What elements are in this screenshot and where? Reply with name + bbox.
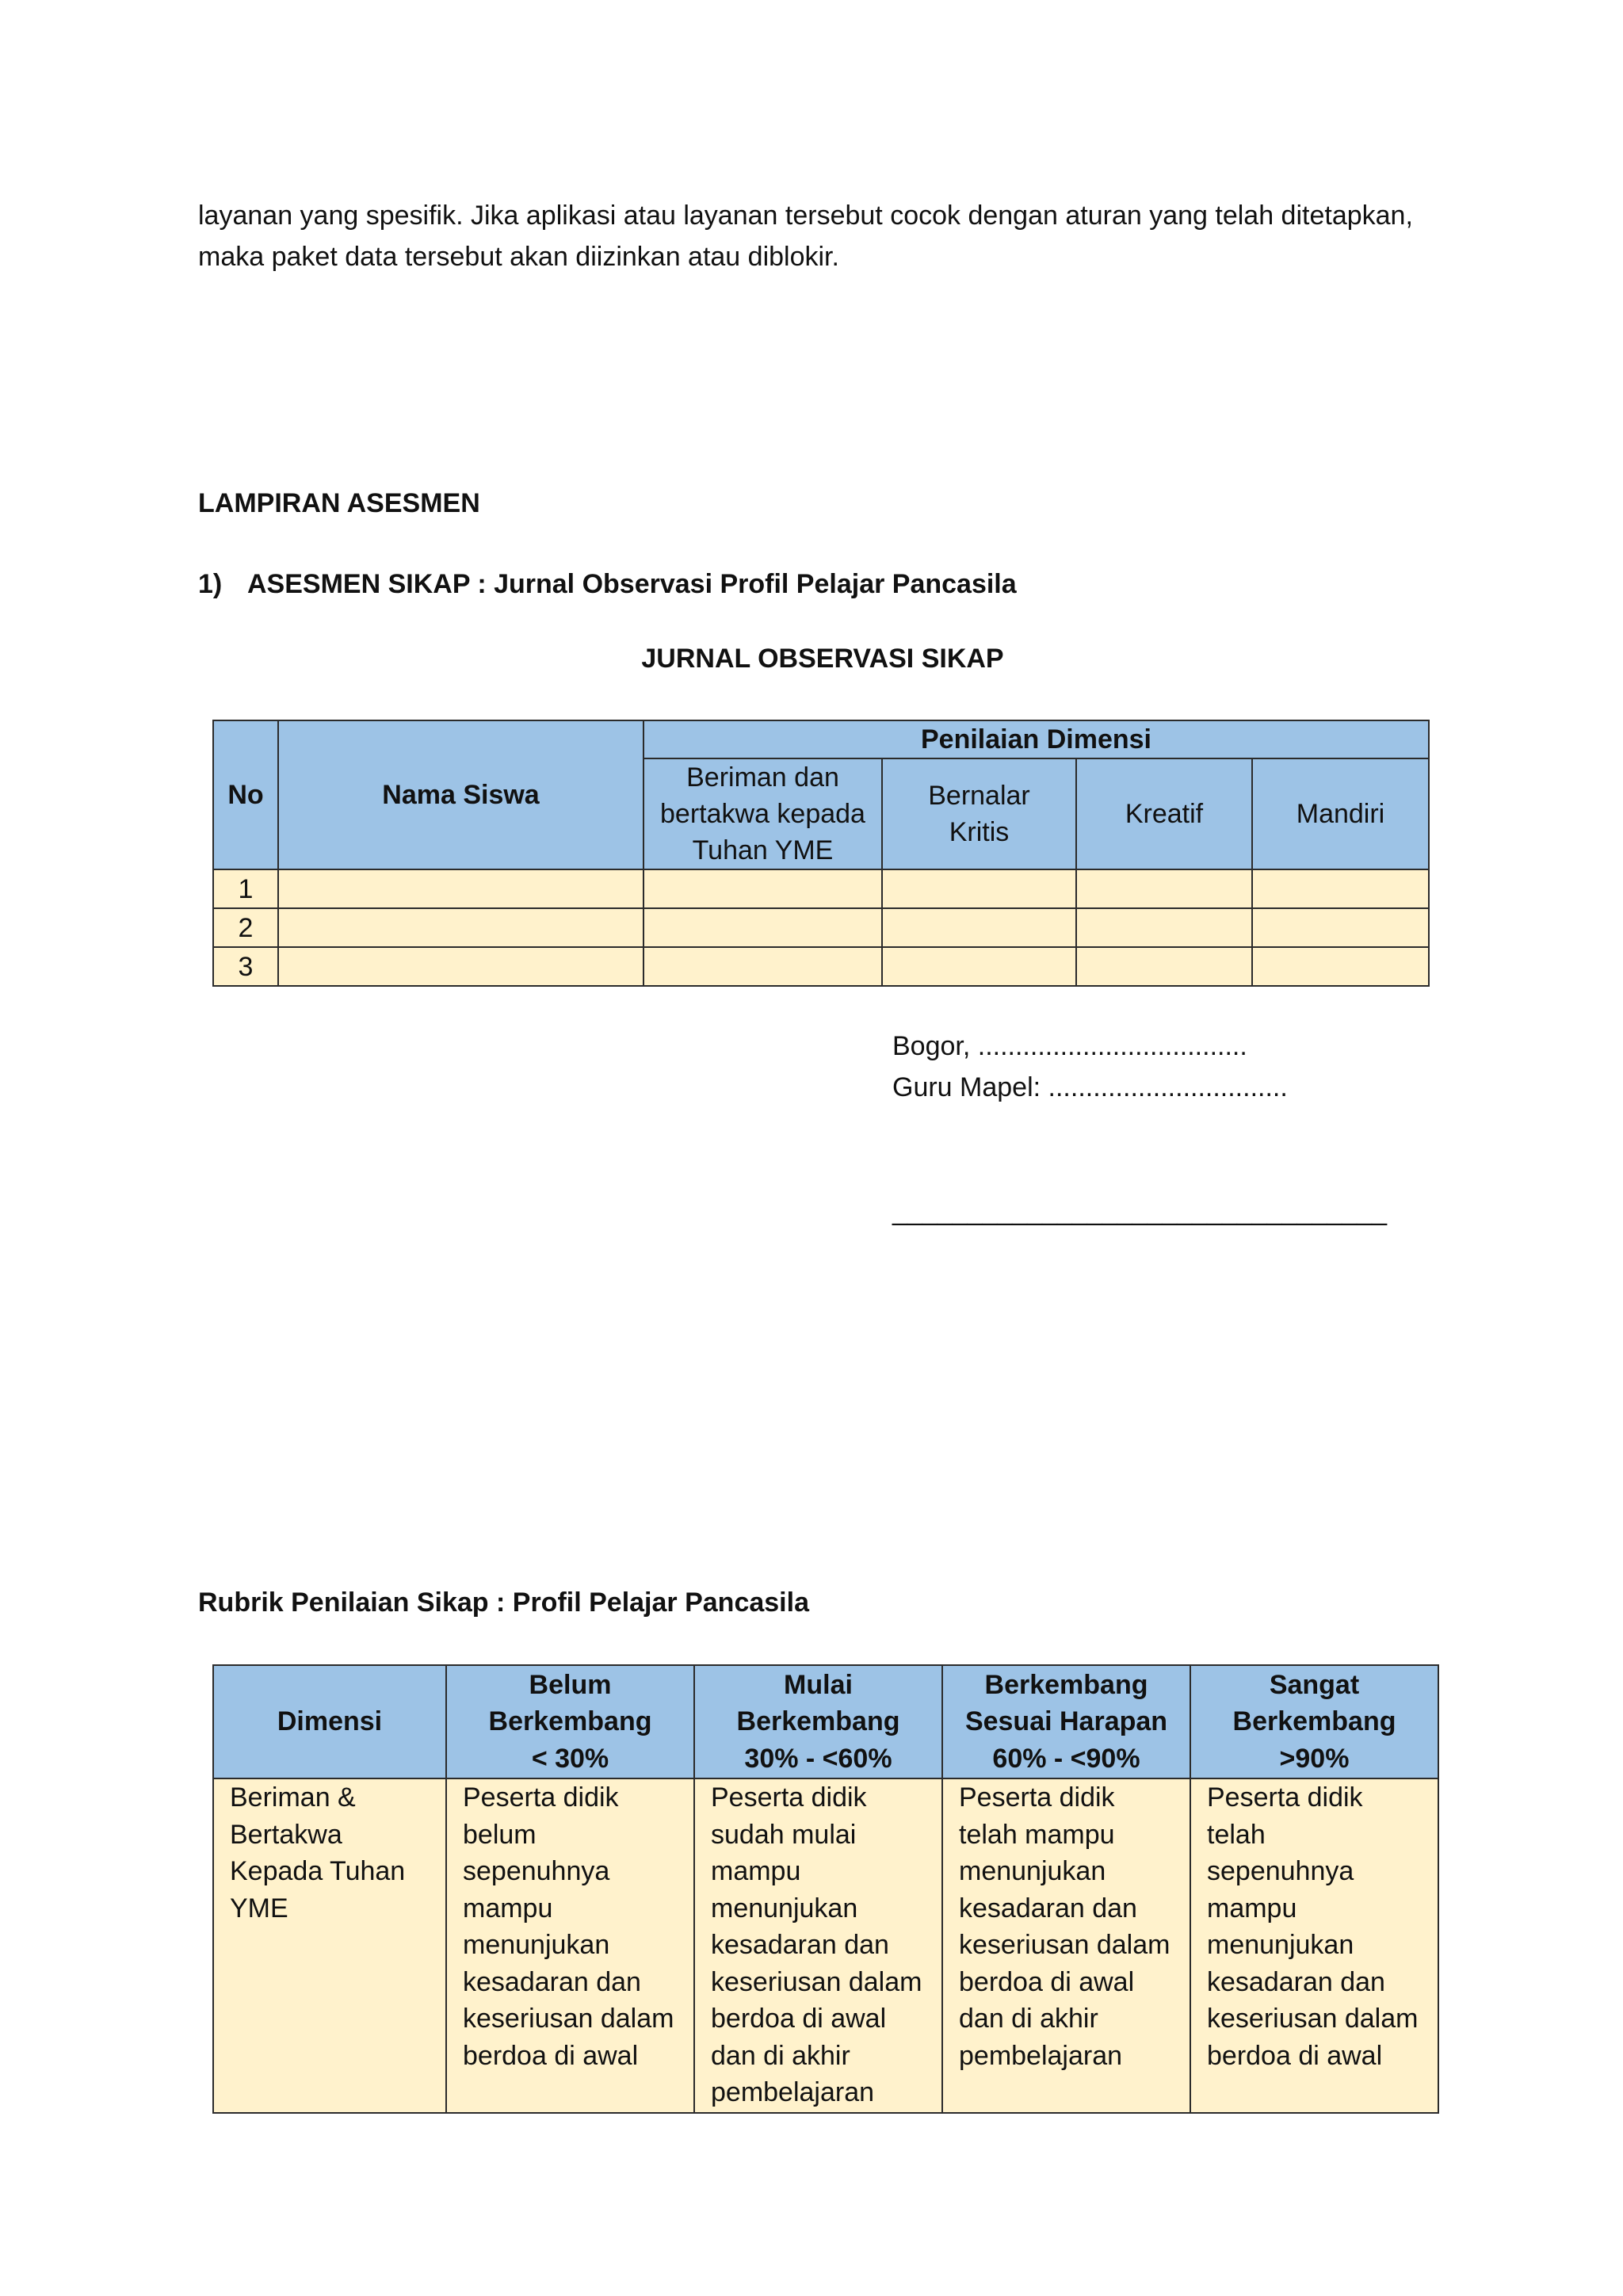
intro-line-2: maka paket data tersebut akan diizinkan atau diblokir.: [198, 242, 839, 272]
cell-text-line: Bertakwa: [230, 1819, 342, 1850]
signature-guru-mapel: Guru Mapel: ................................: [892, 1072, 1288, 1102]
cell-text-line: Peserta didik: [1207, 1782, 1363, 1813]
cell-text-line: telah mampu: [959, 1819, 1115, 1850]
header-dimension-mandiri: Mandiri: [1252, 758, 1429, 869]
table-row: [213, 908, 1429, 947]
header-level-4-line-2: Berkembang: [1232, 1706, 1396, 1737]
cell-text-line: telah: [1207, 1819, 1266, 1850]
header-dimension-beriman: [643, 758, 882, 869]
table-row: [213, 947, 1429, 986]
table-row: [213, 1778, 1438, 2113]
section-1-number: 1): [198, 569, 223, 599]
cell-text-line: berdoa di awal: [959, 1966, 1135, 1997]
cell-text-line: Peserta didik: [711, 1782, 867, 1813]
header-dimension-kreatif: Kreatif: [1076, 758, 1252, 869]
cell-mandiri[interactable]: [1252, 947, 1429, 986]
cell-sangat-berkembang: [1190, 1778, 1438, 2113]
row-number: 1: [213, 869, 278, 908]
cell-beriman[interactable]: [643, 947, 882, 986]
header-penilaian-dimensi: Penilaian Dimensi: [643, 720, 1429, 758]
header-belum-berkembang: [446, 1665, 694, 1778]
cell-text-line: dan di akhir: [711, 2040, 850, 2071]
cell-bernalar-kritis[interactable]: [882, 947, 1076, 986]
cell-bernalar-kritis[interactable]: [882, 908, 1076, 947]
cell-text-line: Peserta didik: [463, 1782, 619, 1813]
cell-text-line: menunjukan: [711, 1893, 858, 1924]
signature-place-date: Bogor, ....................................: [892, 1031, 1247, 1061]
header-level-1-line-2: Berkembang: [488, 1706, 652, 1737]
cell-text-line: dan di akhir: [959, 2004, 1098, 2034]
cell-text-line: keseriusan dalam: [959, 1930, 1170, 1960]
header-no: No: [213, 720, 278, 869]
header-berkembang-sesuai-harapan: [942, 1665, 1190, 1778]
cell-mandiri[interactable]: [1252, 908, 1429, 947]
cell-text-line: menunjukan: [959, 1856, 1106, 1886]
header-sangat-berkembang: [1190, 1665, 1438, 1778]
cell-text-line: pembelajaran: [959, 2040, 1123, 2071]
cell-kreatif[interactable]: [1076, 869, 1252, 908]
cell-kreatif[interactable]: [1076, 908, 1252, 947]
cell-nama-siswa[interactable]: [278, 908, 643, 947]
cell-text-line: sudah mulai: [711, 1819, 857, 1850]
cell-text-line: berdoa di awal: [711, 2004, 887, 2034]
header-level-2-line-1: Mulai: [784, 1669, 853, 1700]
cell-text-line: YME: [230, 1893, 288, 1924]
header-level-1-line-3: < 30%: [531, 1743, 609, 1774]
cell-mandiri[interactable]: [1252, 869, 1429, 908]
header-level-2-line-2: Berkembang: [736, 1706, 900, 1737]
cell-text-line: kesadaran dan: [1207, 1966, 1385, 1997]
header-mulai-berkembang: [694, 1665, 942, 1778]
heading-lampiran-asesmen: LAMPIRAN ASESMEN: [198, 488, 480, 518]
cell-berkembang-sesuai-harapan: [942, 1778, 1190, 2113]
cell-dimensi-beriman-bertakwa: [213, 1778, 446, 2113]
header-level-4-line-1: Sangat: [1269, 1669, 1360, 1700]
header-level-3-line-3: 60% - <90%: [992, 1743, 1140, 1774]
table-row: [213, 869, 1429, 908]
cell-text-line: mampu: [463, 1893, 553, 1924]
cell-nama-siswa[interactable]: [278, 869, 643, 908]
header-dimension-beriman-line-3: Tuhan YME: [692, 835, 834, 865]
cell-text-line: Kepada Tuhan: [230, 1856, 406, 1886]
cell-bernalar-kritis[interactable]: [882, 869, 1076, 908]
journal-title: JURNAL OBSERVASI SIKAP: [641, 644, 1004, 674]
header-level-1-line-1: Belum: [529, 1669, 612, 1700]
cell-text-line: kesadaran dan: [463, 1966, 641, 1997]
cell-text-line: mampu: [711, 1856, 801, 1886]
cell-belum-berkembang: [446, 1778, 694, 2113]
cell-text-line: mampu: [1207, 1893, 1297, 1924]
cell-text-line: sepenuhnya: [463, 1856, 610, 1886]
cell-text-line: berdoa di awal: [1207, 2040, 1383, 2071]
cell-text-line: keseriusan dalam: [1207, 2004, 1419, 2034]
header-level-4-line-3: >90%: [1279, 1743, 1350, 1774]
cell-text-line: sepenuhnya: [1207, 1856, 1354, 1886]
row-number: 2: [213, 908, 278, 947]
section-1-title: ASESMEN SIKAP : Jurnal Observasi Profil Pelajar Pancasila: [247, 569, 1017, 599]
header-dimension-beriman-line-1: Beriman dan: [686, 762, 839, 793]
cell-text-line: keseriusan dalam: [711, 1966, 922, 1997]
observation-table: [212, 720, 1430, 987]
cell-beriman[interactable]: [643, 908, 882, 947]
cell-kreatif[interactable]: [1076, 947, 1252, 986]
rubric-heading: Rubrik Penilaian Sikap : Profil Pelajar Pancasila: [198, 1587, 809, 1618]
intro-line-1: layanan yang spesifik. Jika aplikasi atau layanan tersebut cocok dengan aturan yang telah ditetapkan,: [198, 201, 1413, 231]
rubric-table: [212, 1664, 1439, 2114]
cell-text-line: menunjukan: [1207, 1930, 1354, 1960]
header-dimension-bernalar-line-2: Kritis: [949, 817, 1010, 847]
header-nama-siswa: Nama Siswa: [278, 720, 643, 869]
cell-beriman[interactable]: [643, 869, 882, 908]
header-dimension-bernalar-kritis: [882, 758, 1076, 869]
cell-text-line: keseriusan dalam: [463, 2004, 674, 2034]
cell-text-line: berdoa di awal: [463, 2040, 639, 2071]
header-dimensi: Dimensi: [213, 1665, 446, 1778]
cell-text-line: Peserta didik: [959, 1782, 1115, 1813]
header-dimension-bernalar-line-1: Bernalar: [928, 781, 1030, 811]
cell-text-line: kesadaran dan: [711, 1930, 889, 1960]
cell-text-line: kesadaran dan: [959, 1893, 1137, 1924]
header-level-3-line-1: Berkembang: [984, 1669, 1148, 1700]
header-level-3-line-2: Sesuai Harapan: [964, 1706, 1168, 1737]
header-level-2-line-3: 30% - <60%: [744, 1743, 892, 1774]
cell-text-line: pembelajaran: [711, 2077, 875, 2107]
cell-mulai-berkembang: [694, 1778, 942, 2113]
cell-nama-siswa[interactable]: [278, 947, 643, 986]
cell-text-line: menunjukan: [463, 1930, 610, 1960]
signature-line: _________________________________: [892, 1196, 1388, 1226]
row-number: 3: [213, 947, 278, 986]
cell-text-line: belum: [463, 1819, 537, 1850]
cell-text-line: Beriman &: [230, 1782, 356, 1813]
header-dimension-beriman-line-2: bertakwa kepada: [660, 799, 865, 829]
